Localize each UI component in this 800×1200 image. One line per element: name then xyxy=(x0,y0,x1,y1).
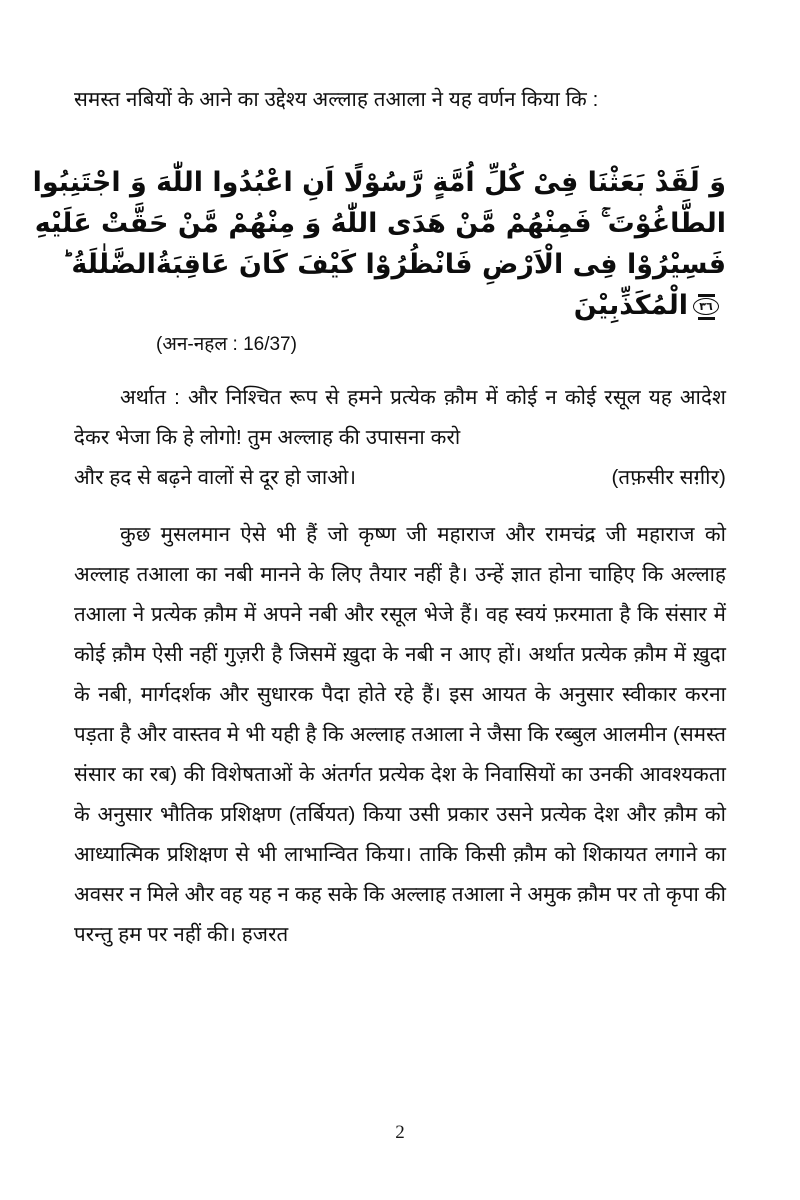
verse-line-3-right: الضَّلٰلَةُ ؕ xyxy=(62,249,156,280)
quran-verse-block xyxy=(32,162,726,326)
ayah-number: ٣٦ xyxy=(699,299,713,313)
verse-line-2: الطَّاغُوْتَ ۚ فَمِنْهُمْ مَّنْ هَدَى اللّٰهُ وَ مِنْهُمْ مَّنْ حَقَّتْ عَلَيْهِ xyxy=(34,208,726,239)
verse-line-4-text: الْمُكَذِّبِيْنَ xyxy=(573,290,688,321)
intro-paragraph xyxy=(74,80,726,120)
page-number: 2 xyxy=(395,1122,405,1143)
translation-source: (तफ़सीर सग़ीर) xyxy=(611,466,726,489)
page-content-area xyxy=(32,0,726,1200)
translation-block xyxy=(74,378,726,498)
verse-citation: (अन-नहल : 16/37) xyxy=(156,334,297,355)
verse-line-3 xyxy=(62,244,726,285)
translation-last-line-row xyxy=(74,458,726,498)
ayah-end-marker-icon xyxy=(692,294,722,320)
body-paragraph-block xyxy=(74,515,726,955)
verse-line-3-left: فَسِيْرُوْا فِى الْاَرْضِ فَانْظُرُوْا كَيْفَ كَانَ عَاقِبَةُ xyxy=(155,249,726,280)
translation-text: अर्थात : और निश्चित रूप से हमने प्रत्येक क़ौम में कोई न कोई रसूल यह आदेश देकर भेजा कि हे लोगो! तुम अल्लाह की उपासना करो xyxy=(74,386,726,449)
body-paragraph: कुछ मुसलमान ऐसे भी हैं जो कृष्ण जी महाराज और रामचंद्र जी महाराज को अल्लाह तआला का नबी मानने के लिए तैयार नहीं है। उन्हें ज्ञात होना चाहिए कि अल्लाह तआला ने प्रत्येक क़ौम में अपने नबी और रसूल भेजे हैं। वह स्वयं फ़रमाता है कि संसार में कोई क़ौम ऐसी नहीं गुज़री है जिसमें ख़ुदा के नबी न आए हों। अर्थात प्रत्येक क़ौम में ख़ुदा के नबी, मार्गदर्शक और सुधारक पैदा होते रहे हैं। इस आयत के अनुसार स्वीकार करना पड़ता है और वास्तव मे भी यही है कि अल्लाह तआला ने जैसा कि रब्बुल आलमीन (समस्त संसार का रब) की विशेषताओं के अंतर्गत प्रत्येक देश के निवासियों का उनकी आवश्यकता के अनुसार भौतिक प्रशिक्षण (तर्बियत) किया उसी प्रकार उसने प्रत्येक देश और क़ौम को आध्यात्मिक प्रशिक्षण से भी लाभान्वित किया। ताकि किसी क़ौम को शिकायत लगाने का अवसर न मिले और वह यह न कह सके कि अल्लाह तआला ने अमुक क़ौम पर तो कृपा की परन्तु हम पर नहीं की। हजरत xyxy=(74,523,726,946)
citation-row xyxy=(74,330,726,364)
translation-last-line: और हद से बढ़ने वालों से दूर हो जाओ। xyxy=(74,466,357,489)
intro-text: समस्त नबियों के आने का उद्देश्य अल्लाह तआला ने यह वर्णन किया कि : xyxy=(74,88,599,111)
verse-line-4 xyxy=(74,285,726,326)
verse-line-1: وَ لَقَدْ بَعَثْنَا فِىْ كُلِّ اُمَّةٍ رَّسُوْلًا اَنِ اعْبُدُوا اللّٰهَ وَ اجْتَنِبُوا xyxy=(32,167,726,198)
